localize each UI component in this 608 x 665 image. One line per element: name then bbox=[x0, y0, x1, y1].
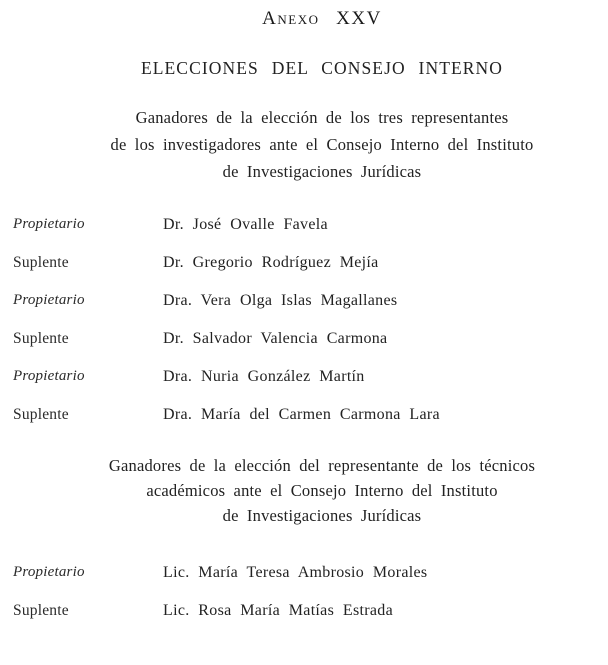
section-1-intro bbox=[0, 104, 608, 185]
annex-title: Anexo XXV bbox=[262, 8, 382, 29]
intro-line: de Investigaciones Jurídicas bbox=[222, 506, 422, 525]
role-label: Propietario bbox=[13, 292, 85, 308]
intro-line: de los investigadores ante el Consejo Interno del Instituto bbox=[110, 135, 534, 154]
winner-row bbox=[13, 405, 608, 443]
winner-row bbox=[13, 291, 608, 329]
winner-name: Dra. María del Carmen Carmona Lara bbox=[163, 406, 440, 423]
winner-name: Lic. María Teresa Ambrosio Morales bbox=[163, 564, 428, 581]
role-label: Suplente bbox=[13, 330, 69, 347]
section-2-intro bbox=[0, 453, 608, 528]
role-label: Propietario bbox=[13, 368, 85, 384]
role-label: Suplente bbox=[13, 254, 69, 271]
winner-name: Lic. Rosa María Matías Estrada bbox=[163, 602, 393, 619]
winner-row bbox=[13, 329, 608, 367]
role-label: Propietario bbox=[13, 564, 85, 580]
section-2-winner-list bbox=[0, 563, 608, 639]
document-title: ELECCIONES DEL CONSEJO INTERNO bbox=[140, 58, 504, 78]
document-page bbox=[0, 9, 608, 665]
winner-row bbox=[13, 253, 608, 291]
role-label: Propietario bbox=[13, 216, 85, 232]
winner-row bbox=[13, 367, 608, 405]
winner-name: Dr. José Ovalle Favela bbox=[163, 216, 328, 233]
winner-row bbox=[13, 563, 608, 601]
role-label: Suplente bbox=[13, 406, 69, 423]
role-label: Suplente bbox=[13, 602, 69, 619]
winner-name: Dra. Vera Olga Islas Magallanes bbox=[163, 292, 398, 309]
section-1-winner-list bbox=[0, 215, 608, 443]
winner-name: Dr. Salvador Valencia Carmona bbox=[163, 330, 388, 347]
winner-name: Dra. Nuria González Martín bbox=[163, 368, 365, 385]
winner-name: Dr. Gregorio Rodríguez Mejía bbox=[163, 254, 379, 271]
intro-line: de Investigaciones Jurídicas bbox=[222, 162, 422, 181]
winner-row bbox=[13, 215, 608, 253]
intro-line: académicos ante el Consejo Interno del Instituto bbox=[146, 481, 498, 500]
winner-row bbox=[13, 601, 608, 639]
intro-line: Ganadores de la elección del representante de los técnicos bbox=[108, 456, 536, 475]
intro-line: Ganadores de la elección de los tres representantes bbox=[135, 108, 509, 127]
